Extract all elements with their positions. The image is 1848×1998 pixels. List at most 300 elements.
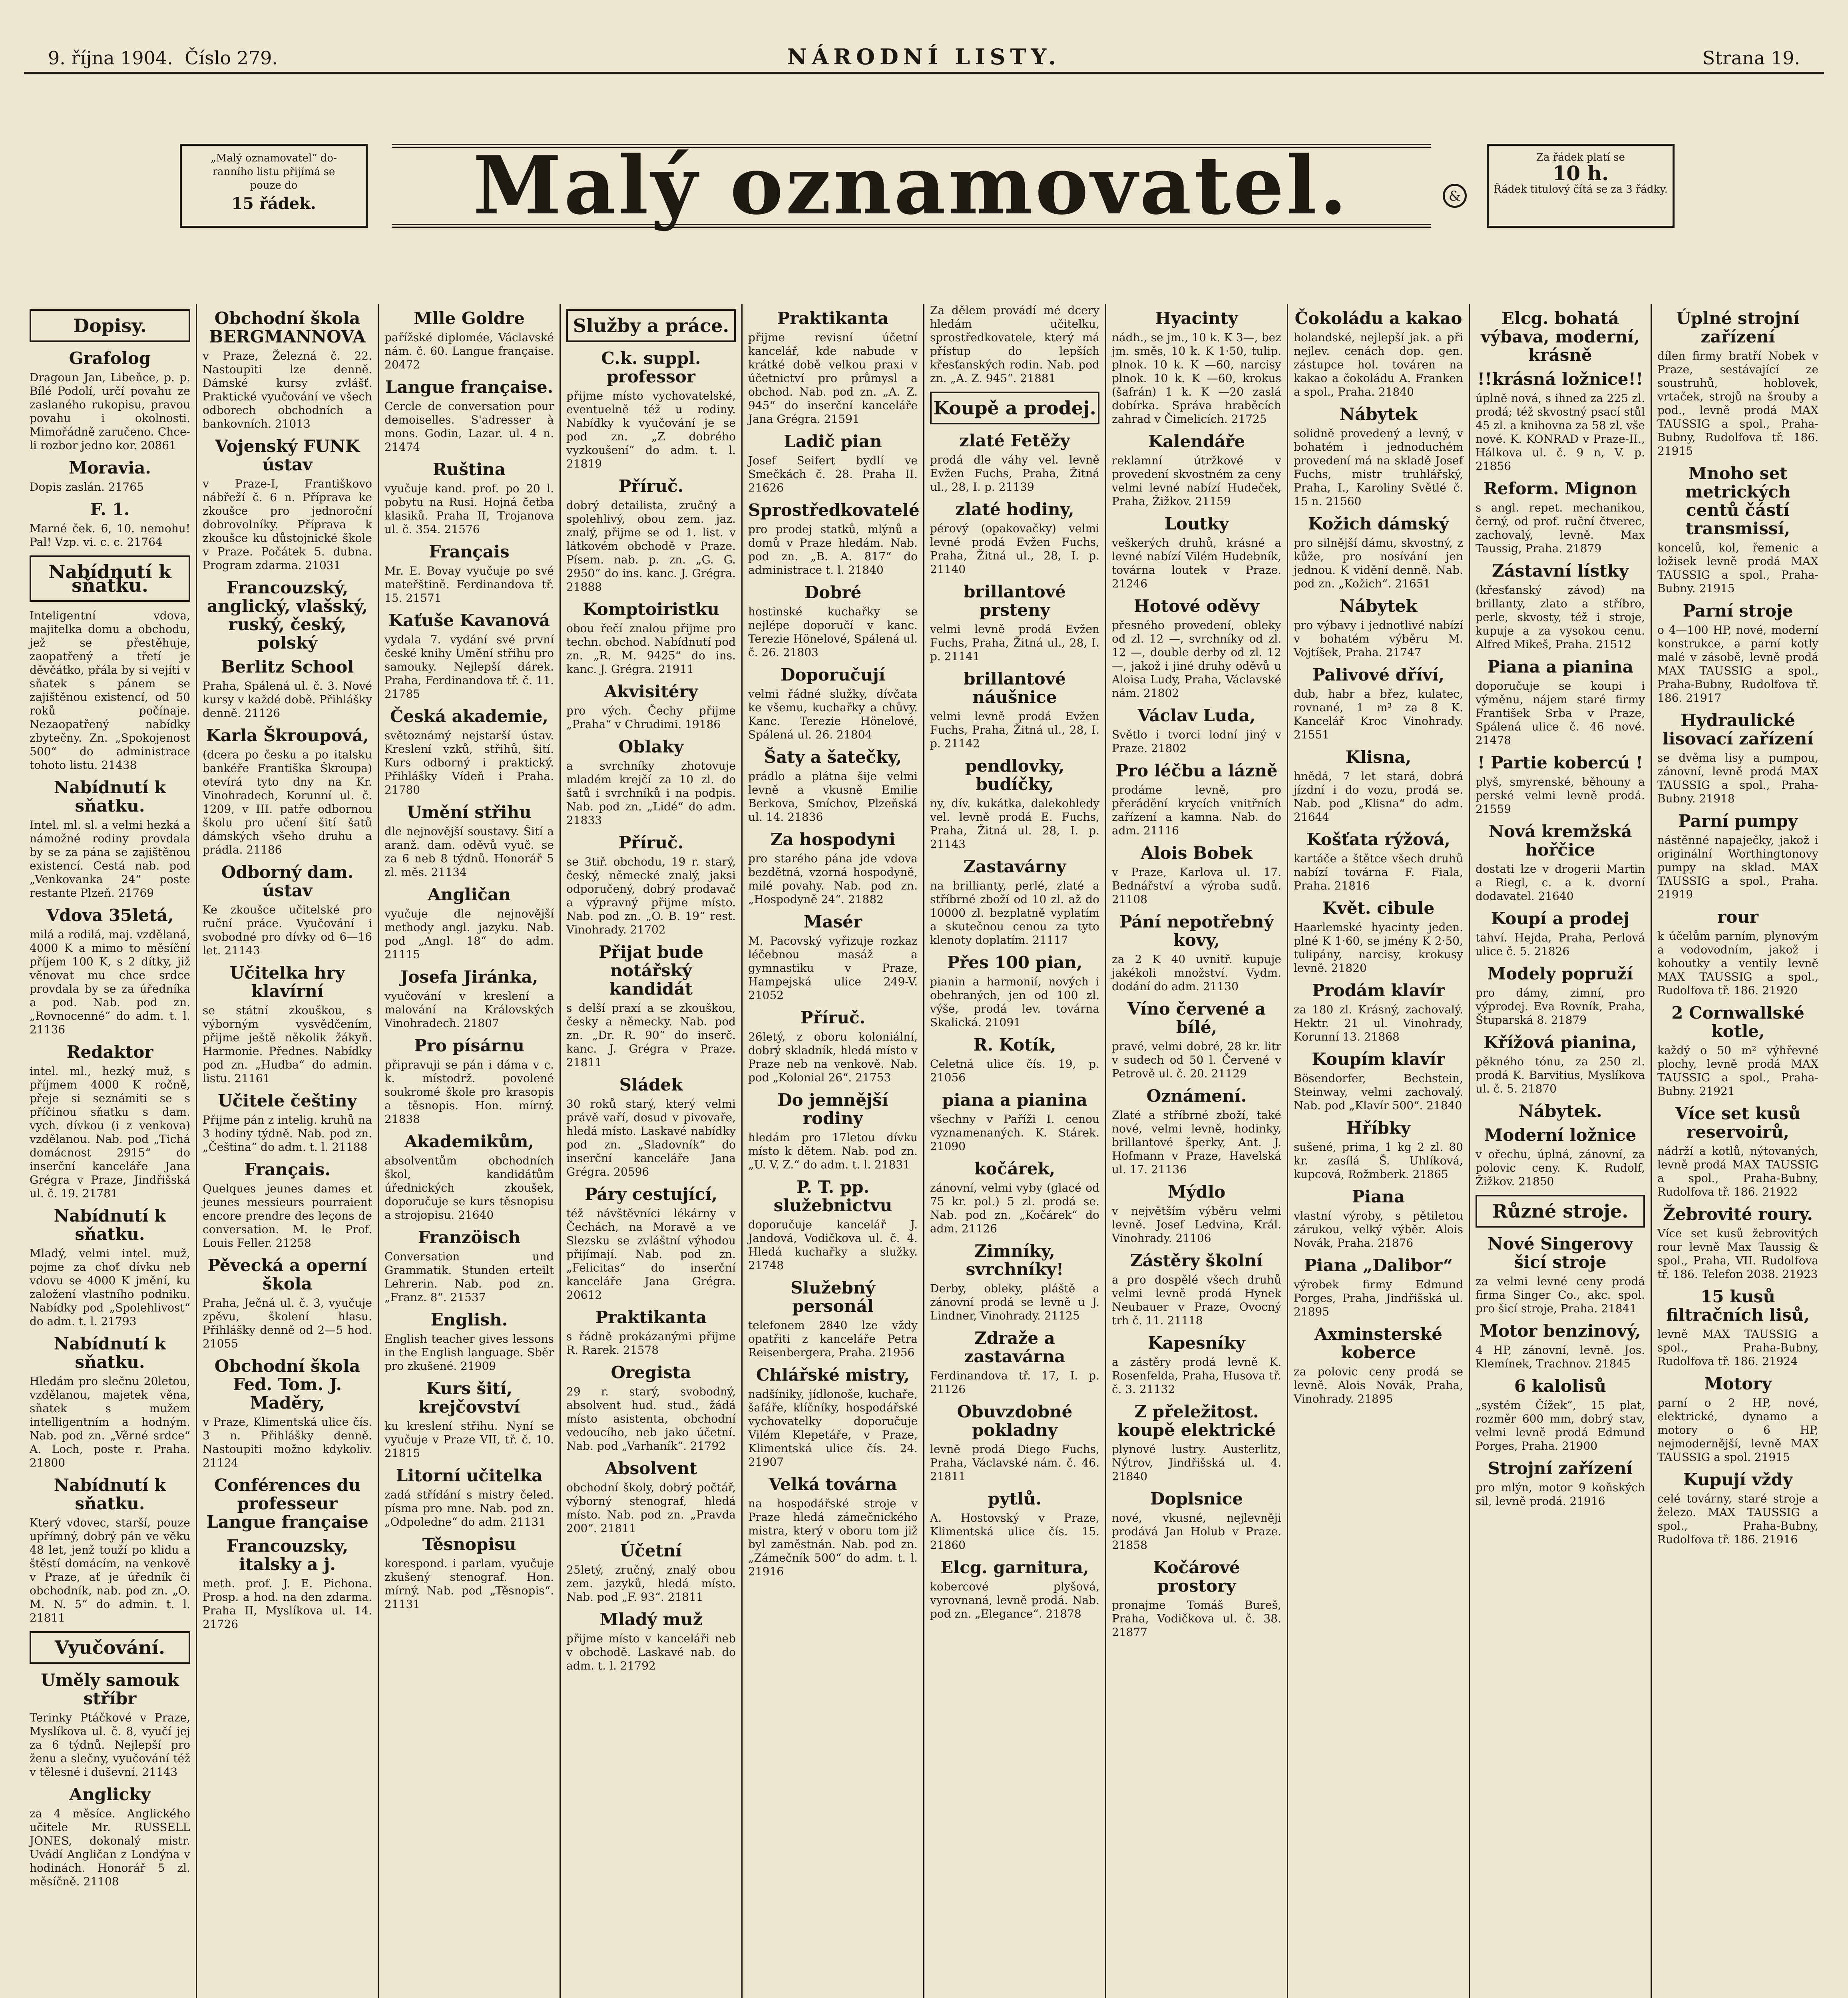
ad-heading: Hříbky <box>1346 1118 1411 1138</box>
column-3 <box>378 304 560 1998</box>
ad-body: ku kreslení střihu. Nyní se vyučuje v Praze VII, tř. č. 10. 21815 <box>384 1419 554 1460</box>
ad-body: přijme revisní účetní kancelář, kde nabude v krátké době velkou praxi v účetnictví pro průmysl a obchod. Nab. pod zn. „A. Z. 945“ do inserční kanceláře Jana Grégra. 21591 <box>748 331 918 426</box>
ad-body: s delší praxí a se zkouškou, česky a německy. Nab. pod zn. „Dr. R. 90“ do inserč. kanc. J. Grégra v Praze. 21811 <box>566 1001 736 1069</box>
ad-body: vydala 7. vydání své první české knihy Umění střihu pro samouky. Nejlepší dárek. Praha, Ferdinandova tř. č. 11. 21785 <box>384 633 554 700</box>
ad-heading: Kurs šití, krejčovství <box>418 1379 520 1417</box>
ad-body: k účelům parním, plynovým a vodovodním, jakož i kohoutky a ventily levně MAX TAUSSIG a spol., Rudolfova tř. 186. 21920 <box>1657 929 1818 997</box>
ad-body: koncelů, kol, řemenic a ložisek levně prodá MAX TAUSSIG a spol., Praha-Bubny. 21915 <box>1657 541 1818 595</box>
ad-heading: Šaty a šatečky, <box>764 747 902 767</box>
ad-body: kartáče a štětce všech druhů nabízí továrna F. Fiala, Praha. 21816 <box>1294 852 1463 892</box>
ad-body: meth. prof. J. E. Pichona. Prosp. a hod. na den zdarma. Praha II, Myslíkova ul. 14. 21726 <box>203 1577 372 1631</box>
ad-heading: Čokoládu a kakao <box>1294 308 1462 328</box>
ad-body: pro výbavy i jednotlivé nabízí v bohatém výběru M. Vojtíšek, Praha. 21747 <box>1294 619 1463 659</box>
ad-body: dub, habr a břez, kulatec, rovnané, 1 m³ za 8 K. Kancelář Kroc Vinohrady. 21551 <box>1294 687 1463 741</box>
ad-heading: Přes 100 pian, <box>947 953 1083 972</box>
ad-body: plynové lustry. Austerlitz, Nýtrov, Jindřišská ul. 4. 21840 <box>1112 1443 1281 1483</box>
ad-body: Hledám pro slečnu 20letou, vzdělanou, majetek věna, sňatek s mužem intelligentním a hodným. Nab. pod zn. „Věrné srdce“ A. Loch, poste r. Praha. 21800 <box>30 1375 190 1469</box>
ad-body: vyučování v kreslení a malování na Královských Vinohradech. 21807 <box>384 989 554 1030</box>
ad-heading: Moravia. <box>68 458 151 478</box>
ad-body: Ke zkoušce učitelské pro ruční práce. Vyučování i svobodné pro dívky od 6—16 let. 21143 <box>203 903 372 957</box>
ad-body: vyučuje dle nejnovější methody angl. jazyku. Nab. pod „Angl. 18“ do adm. 21115 <box>384 907 554 961</box>
ad-heading: Více set kusů reservoirů, <box>1675 1104 1801 1142</box>
ad-heading: Do jemnější rodiny <box>777 1090 888 1128</box>
section-heading: Nabídnutí k sňatku. <box>30 555 190 602</box>
ad-heading: Parní pumpy <box>1678 811 1798 831</box>
ad-heading: F. 1. <box>90 500 130 519</box>
ad-body: 30 roků starý, který velmi právě vaří, dosud v pivovaře, hledá místo. Laskavé nabídky pod zn. „Sladovník“ do inserční kanceláře Jana Grégra. 20596 <box>566 1097 736 1178</box>
ad-heading: Angličan <box>428 885 511 904</box>
ad-body: parní o 2 HP, nové, elektrické, dynamo a motory o 6 HP, nejmodernější, levně MAX TAUSSIG a spol. 21915 <box>1657 1396 1818 1464</box>
newspaper-name: NÁRODNÍ LISTY. <box>787 44 1061 70</box>
ad-heading: Oregista <box>611 1363 691 1382</box>
ad-heading: Anglicky <box>69 1785 151 1804</box>
ad-body: solidně provedený a levný, v bohatém i jednoduchém provedení má na skladě Josef Fuchs, mistr truhlářský, Praha, I., Karoliny Světlé č. 15 n. 21560 <box>1294 427 1463 508</box>
ad-body: 4 HP, zánovní, levně. Jos. Klemínek, Trachnov. 21845 <box>1476 1343 1645 1370</box>
column-6 <box>923 304 1105 1998</box>
ad-heading: Příruč. <box>800 1008 866 1027</box>
ad-body: za 2 K 40 uvnitř. kupuje jakékoli množství. Vydm. dodání do adm. 21130 <box>1112 953 1281 993</box>
ad-heading: Motory <box>1704 1374 1772 1393</box>
ad-heading: Alois Bobek <box>1141 843 1253 863</box>
ad-heading: Pěvecká a operní škola <box>207 1256 367 1294</box>
ad-heading: Francouzský, anglický, vlašský, ruský, český, polský <box>207 578 368 653</box>
ad-body: Quelques jeunes dames et jeunes messieurs pourraient encore prendre des leçons de conversation. M. le Prof. Louis Feller. 21258 <box>203 1182 372 1250</box>
ad-body: Terinky Ptáčkové v Praze, Myslíkova ul. č. 8, vyučí jej za 6 týdnů. Nejlepší pro ženu a slečny, vyučování též v tělesné i duševní. 21143 <box>30 1711 190 1779</box>
ad-body: dostati lze v drogerii Martin a Riegl, c. a k. dvorní dodavatel. 21640 <box>1476 862 1645 903</box>
ad-body: milá a rodilá, maj. vzdělaná, 4000 K a mimo to měsíční příjem 100 K, s 2 dítky, již věnovat mu chce srdce provdala by se za úředníka a pod. Nab. pod zn. „Rovnocenné“ do adm. t. l. 21136 <box>30 928 190 1036</box>
ad-heading: Zimníky, svrchníky! <box>966 1241 1064 1279</box>
ad-heading: Nová kremžská hořčice <box>1488 822 1632 860</box>
ad-body: Dragoun Jan, Libeňce, p. p. Bílé Podolí, určí povahu ze zaslaného rukopisu, pravou povahu i okolnosti. Mimořádně zaručeno. Chce-li rozbor jedno kor. 20861 <box>30 371 190 452</box>
ad-body: telefonem 2840 lze vždy opatřiti z kanceláře Petra Reisenbergera, Praha. 21956 <box>748 1319 918 1359</box>
ad-body: s řádně prokázanými přijme R. Rarek. 21578 <box>566 1330 736 1357</box>
ad-body: Zlaté a stříbrné zboží, také nové, velmi levně, hodinky, brillantové šperky, Ant. J. Hofmann v Praze, Havelská ul. 17. 21136 <box>1112 1108 1281 1176</box>
ad-heading: ! Partie kobercú ! <box>1477 753 1643 772</box>
ad-body: hostinské kuchařky se nejlépe doporučí v kanc. Terezie Hönelové, Spálená ul. č. 26. 21803 <box>748 605 918 659</box>
column-5 <box>741 304 923 1998</box>
masthead-left-line: pouze do <box>250 179 298 191</box>
ad-body: pro silnější dámu, skvostný, z kůže, pro nosívání jen jednou. K vidění denně. Nab. pod zn. „Kožich“. 21651 <box>1294 536 1463 590</box>
ad-heading: Prodám klavír <box>1312 981 1445 1000</box>
ad-heading: Loutky <box>1164 514 1229 533</box>
ad-heading: Hyacinty <box>1155 308 1238 328</box>
ad-body: dle nejnovější soustavy. Šití a aranž. dam. oděvů vyuč. se za 6 neb 8 týdnů. Honorář 5 zl. měs. 21134 <box>384 825 554 879</box>
column-7 <box>1105 304 1287 1998</box>
ad-body: korespond. i parlam. vyučuje zkušený stenograf. Hon. mírný. Nab. pod „Těsnopis“. 21131 <box>384 1557 554 1611</box>
ad-heading: pytlů. <box>988 1489 1042 1508</box>
ad-body: Haarlemské hyacinty jeden. plné K 1·60, se jmény K 2·50, tulipány, narcisy, krokusy levně. 21820 <box>1294 921 1463 975</box>
ad-body: Za dělem provádí mé dcery hledám učitelku, sprostředkovatele, který má přístup do lepších křesťanských rodin. Nab. pod zn. „A. Z. 945“. 21881 <box>930 304 1099 385</box>
ad-heading: Obuvzdobné pokladny <box>957 1402 1073 1440</box>
ad-body: pro starého pána jde vdova bezdětná, vzorná hospodyně, milé povahy. Nab. pod zn. „Hospodyně 24“. 21882 <box>748 852 918 906</box>
ad-body: všechny v Paříži I. cenou vyznamenaných. K. Stárek. 21090 <box>930 1112 1099 1153</box>
ad-heading: Doplsnice <box>1150 1489 1243 1508</box>
ad-body: za 4 měsíce. Anglického učitele Mr. RUSSELL JONES, dokonalý mistr. Uvádí Angličan z Londýna v hodinách. Honorář 5 zl. měsíčně. 21108 <box>30 1807 190 1888</box>
ad-heading: Příruč. <box>618 833 684 852</box>
ad-heading: brillantové prsteny <box>964 582 1066 620</box>
ad-body: nádrží a kotlů, nýtovaných, levně prodá MAX TAUSSIG a spol., Praha-Bubny, Rudolfova tř. 186. 21922 <box>1657 1144 1818 1198</box>
ad-heading: Víno červené a bílé, <box>1127 999 1266 1037</box>
ad-heading: Klisna, <box>1345 747 1412 767</box>
ad-heading: Piana „Dalibor“ <box>1304 1256 1453 1275</box>
newspaper-page <box>24 16 1824 1998</box>
ad-heading: Oblaky <box>618 737 684 756</box>
ad-body: úplně nová, s ihned za 225 zl. prodá; též skvostný psací stůl 45 zl. a knihovna za 58 zl. vše nové. K. KONRAD v Praze-II., Hálkova ul. č. 9 n, V. p. 21856 <box>1476 392 1645 473</box>
ad-body: a svrchníky zhotovuje mladém krejčí za 10 zl. do šatů i svrchníků i na podpis. Nab. pod zn. „Lidé“ do adm. 21833 <box>566 759 736 827</box>
ad-body: English teacher gives lessons in the English language. Sběr pro zkušené. 21909 <box>384 1332 554 1373</box>
ad-body: nové, vkusné, nejlevněji prodává Jan Holub v Praze. 21858 <box>1112 1511 1281 1552</box>
ad-body: nádh., se jm., 10 k. K 3—, bez jm. směs, 10 k. K 1·50, tulip. plnok. 10 k. K —60, narcisy plnok. 10 k. K —60, krokus (šafrán) 1 k. K —20 zaslá dobírka. Správa hraběcích zahrad v Čimelicích. 21725 <box>1112 331 1281 426</box>
ad-heading: Pro léčbu a lázně <box>1115 761 1278 780</box>
ad-body: M. Pacovský vyřizuje rozkaz léčebnou masáž a gymnastiku v Praze, Hampejská ulice 249-V. 21052 <box>748 934 918 1002</box>
ad-body: ny, dív. kukátka, dalekohledy vel. levně prodá E. Fuchs, Praha, Žitná ul. 28, I. p. 21143 <box>930 797 1099 851</box>
ad-body: pro mlýn, motor 9 koňských sil, levně prodá. 21916 <box>1476 1481 1645 1508</box>
section-heading: Vyučování. <box>30 1631 190 1664</box>
ad-body: Intel. ml. sl. a velmi hezká a námožné rodiny provdala by se za pána se zajištěnou existencí. Cestá nab. pod „Venkovanka 24“ poste restante Plzeň. 21769 <box>30 818 190 899</box>
ad-heading: Obchodní škola BERGMANNOVA <box>209 308 366 346</box>
ad-body: nadšíniky, jídlonoše, kuchaře, šafáře, klíčníky, hospodářské vychovatelky doporučuje Vilém Klepetáře, v Praze, Klimentská ulice čís. 24. 21907 <box>748 1387 918 1469</box>
ad-heading: Umění střihu <box>407 802 532 822</box>
ad-body: (křesťanský závod) na brillanty, zlato a stříbro, perle, skvosty, též i stroje, kupuje a za vysokou cenu. Alfred Mikeš, Praha. 21512 <box>1476 583 1645 651</box>
classified-columns <box>24 304 1824 1998</box>
ad-heading: Zastavárny <box>963 857 1066 876</box>
ad-heading: Květ. cibule <box>1322 898 1435 918</box>
ad-heading: Účetní <box>620 1541 682 1560</box>
ad-heading: Palivové dříví, <box>1312 665 1445 685</box>
ad-body: dílen firmy bratří Nobek v Praze, sestávající ze soustruhů, hoblovek, vrtaček, strojů na šrouby a pod., levně prodá MAX TAUSSIG a spol., Praha-Bubny, Rudolfova tř. 186. 21915 <box>1657 349 1818 458</box>
masthead-price-note: Řádek titulový čítá se za 3 řádky. <box>1494 183 1668 195</box>
ad-heading: Nabídnutí k sňatku. <box>54 1475 166 1513</box>
ad-heading: brillantové náušnice <box>964 669 1066 707</box>
ad-body: doporučuje se koupi i výměnu, nájem staré firmy František Srba v Praze, Spálená ulice č. 46 nové. 21478 <box>1476 679 1645 747</box>
ad-body: pařížské diplomée, Václavské nám. č. 60. Langue française. 20472 <box>384 331 554 371</box>
ad-body: plyš, smyrenské, běhouny a perské velmi levně prodá. 21559 <box>1476 775 1645 816</box>
ad-heading: Mladý muž <box>599 1610 703 1629</box>
ad-body: 25letý, zručný, znalý obou zem. jazyků, hledá místo. Nab. pod „F. 93“. 21811 <box>566 1563 736 1604</box>
ad-body: s angl. repet. mechanikou, černý, od prof. ruční čtverec, zachovalý, levně. Max Taussig, Praha. 21879 <box>1476 501 1645 555</box>
ad-body: veškerých druhů, krásné a levné nabízí Vilém Hudebník, továrna loutek v Praze. 21246 <box>1112 536 1281 590</box>
ad-heading: Doporučují <box>781 665 885 685</box>
ad-heading: Akademikům, <box>404 1132 534 1151</box>
ad-body: Mr. E. Bovay vyučuje po své mateřštině. Ferdinandova tř. 15. 21571 <box>384 564 554 605</box>
ad-body: Dopis zaslán. 21765 <box>30 480 144 494</box>
ad-heading: Redaktor <box>66 1042 153 1062</box>
ad-heading: 2 Cornwallské kotle, <box>1671 1003 1804 1041</box>
ad-heading: Reform. Mignon <box>1483 479 1637 498</box>
ad-heading: Nabídnutí k sňatku. <box>54 1206 166 1244</box>
ad-heading: 15 kusů filtračních lisů, <box>1666 1287 1810 1325</box>
ad-body: 29 r. starý, svobodný, absolvent hud. stud., žádá místo asistenta, obchodní vedoucího, neb jako účetní. Nab. pod „Varhaník“. 21792 <box>566 1385 736 1453</box>
ad-body: za polovic ceny prodá se levně. Alois Novák, Praha, Vinohrady. 21895 <box>1294 1365 1463 1405</box>
ad-body: Derby, obleky, pláště a zánovní prodá se levně u J. Lindner, Vinohrady. 21125 <box>930 1282 1099 1322</box>
ad-body: přesného provedení, obleky od zl. 12 —, svrchníky od zl. 12 —, double derby od zl. 12 —, jakož i jiné druhy oděvů u Aloisa Ludy, Praha, Václavské nám. 21802 <box>1112 619 1281 700</box>
ad-heading: Učitele češtiny <box>218 1091 357 1110</box>
ad-body: v Praze, Karlova ul. 17. Bednářství a výroba sudů. 21108 <box>1112 866 1281 906</box>
ad-body: vlastní výroby, s pětiletou zárukou, velký výběr. Alois Novák, Praha. 21876 <box>1294 1209 1463 1250</box>
ad-body: Více set kusů žebrovitých rour levně Max Taussig & spol., Praha, VII. Rudolfova tř. 186. Telefon 2038. 21923 <box>1657 1227 1818 1281</box>
ad-body: světoznámý nejstarší ústav. Kreslení vzků, střihů, šití. Kurs odborný i praktický. Přihlášky Vídeň i Praha. 21780 <box>384 729 554 796</box>
ad-body: Praha, Spálená ul. č. 3. Nové kursy v každé době. Přihlášky denně. 21126 <box>203 679 372 720</box>
ad-body: pro vých. Čechy přijme „Praha“ v Chrudimi. 19186 <box>566 704 736 731</box>
ad-body: se 3tiř. obchodu, 19 r. starý, český, německé znalý, jaksi odporučený, dobrý prodavač a výpravný přijme místo. Nab. pod zn. „O. B. 19“ rest. Vinohrady. 21702 <box>566 855 736 936</box>
ad-body: velmi levně prodá Evžen Fuchs, Praha, Žitná ul., 28, I. p. 21142 <box>930 710 1099 750</box>
ad-heading: Hotové oděvy <box>1134 596 1259 616</box>
ad-body: na brillianty, perlé, zlaté a stříbrné zboží od 10 zl. až do 10000 zl. bezplatně vyplatím a skutečnou cenou za tyto klenoty doplatím. 21117 <box>930 879 1099 947</box>
column-9 <box>1469 304 1651 1998</box>
section-heading: Koupě a prodej. <box>930 392 1099 424</box>
ad-body: nástěnné napaječky, jakož i originální Worthingtonovy pumpy na sklad. MAX TAUSSIG a spol., Praha. 21919 <box>1657 834 1818 901</box>
masthead-left-line: ranního listu přijímá se <box>212 166 335 178</box>
ad-heading: Mlle Goldre <box>414 308 525 328</box>
ad-heading: Praktikanta <box>595 1307 707 1327</box>
ad-heading: zlaté hodiny, <box>955 500 1074 519</box>
ad-heading: Nové Singerovy šicí stroje <box>1487 1234 1633 1272</box>
ad-body: doporučuje kancelář J. Jandová, Vodičkova ul. č. 4. Hledá kuchařky a služky. 21748 <box>748 1218 918 1272</box>
ad-heading: Páry cestující, <box>584 1184 717 1204</box>
ad-heading: Ladič pian <box>784 432 882 451</box>
ad-body: 26letý, z oboru koloniální, dobrý skladník, hledá místo v Praze neb na venkově. Nab. pod „Kolonial 26“. 21753 <box>748 1030 918 1084</box>
ad-body: Světlo i tvorci lodní jiný v Praze. 21802 <box>1112 728 1281 755</box>
ad-body: obchodní školy, dobrý počtář, výborný stenograf, hledá místo. Nab. pod zn. „Pravda 200“. 21811 <box>566 1481 736 1535</box>
ad-heading: Zdraže a zastavárna <box>964 1328 1065 1366</box>
ad-heading: Nabídnutí k sňatku. <box>54 1334 166 1372</box>
ad-heading: Nábytek <box>1339 404 1418 424</box>
ad-heading: Vdova 35letá, <box>46 905 174 925</box>
issue-date: 9. října 1904. Číslo 279. <box>48 47 278 69</box>
ad-body: pro dámy, zimní, pro výprodej. Eva Rovník, Praha, Štuparská 8. 21879 <box>1476 986 1645 1027</box>
ad-heading: Pro písárnu <box>414 1036 524 1055</box>
ad-heading: Služebný personál <box>791 1278 875 1316</box>
ad-body: Marné ček. 6, 10. nemohu! Pal! Vzp. vi. c. c. 21764 <box>30 522 190 549</box>
ad-body: připravuji se pán i dáma v c. k. místodrž. povolené soukromé škole pro krasopis a těsnopis. Hon. mírný. 21838 <box>384 1058 554 1126</box>
ad-heading: rour <box>1717 907 1758 927</box>
ad-body: prodáme levně, pro přerádění krycích vnitřních zařízení a kamna. Nab. do adm. 21116 <box>1112 783 1281 837</box>
masthead-price-label: Za řádek platí se <box>1536 151 1625 163</box>
ad-body: Přijme pán z intelig. kruhů na 3 hodiny týdně. Nab. pod zn. „Čeština“ do adm. t. l. 21188 <box>203 1113 372 1154</box>
ad-heading: Odborný dam. ústav <box>221 862 354 900</box>
ad-body: přijme místo v kanceláři neb v obchodě. Laskavé nab. do adm. t. l. 21792 <box>566 1632 736 1672</box>
ad-heading: Kožich dámský <box>1308 514 1449 533</box>
ad-heading: Obchodní škola Fed. Tom. J. Maděry, <box>214 1356 360 1413</box>
ad-heading: Dobré <box>804 583 862 602</box>
ad-heading: Strojní zařízení <box>1488 1459 1633 1478</box>
ad-heading: Masér <box>803 912 862 931</box>
ad-body: levně MAX TAUSSIG a spol., Praha-Bubny, Rudolfova tř. 186. 21924 <box>1657 1327 1818 1368</box>
ad-heading: Košťata rýžová, <box>1306 830 1450 849</box>
ad-heading: Za hospodyni <box>770 830 896 849</box>
ad-body: pronajme Tomáš Bureš, Praha, Vodičkova ul. č. 38. 21877 <box>1112 1598 1281 1639</box>
ad-heading: Kaťuše Kavanová <box>388 611 550 630</box>
ad-body: Josef Seifert bydlí ve Smečkách č. 28. Praha II. 21626 <box>748 454 918 494</box>
ad-heading: Křížová pianina, <box>1483 1033 1637 1052</box>
masthead-left-box <box>180 144 368 228</box>
ad-body: intel. ml., hezký muž, s příjmem 4000 K ročně, přeje si seznámiti se s příčinou sňatku s dam. vych. dívkou (i z venkova) vzdělanou. Nab. pod „Tichá domácnost 2915“ do inserční kanceláře Jana Grégra v Praze, Jindřišská ul. č. 19. 21781 <box>30 1065 190 1200</box>
ad-heading: Nabídnutí k sňatku. <box>54 778 166 816</box>
ad-heading: Elcg. garnitura, <box>940 1558 1089 1577</box>
ad-body: Celetná ulice čís. 19, p. 21056 <box>930 1057 1099 1084</box>
ad-heading: Zástěry školní <box>1130 1251 1263 1270</box>
masthead-left-line: „Malý oznamovatel“ do- <box>211 152 337 164</box>
column-8 <box>1287 304 1469 1998</box>
ad-body: za velmi levné ceny prodá firma Singer Co., akc. spol. pro šicí stroje, Praha. 21841 <box>1476 1275 1645 1315</box>
ad-heading: Vojenský FUNK ústav <box>215 436 360 474</box>
ad-heading: zlaté Fetěžy <box>959 431 1070 450</box>
ad-body: v Praze-I, Františkovo nábřeží č. 6 n. Příprava ke zkoušce pro jednoroční dobrovolníky. Příprava k zkoušce ku důstojnické škole v Praze. Počátek 5. dubna. Program zdarma. 21031 <box>203 477 372 572</box>
section-heading: Dopisy. <box>30 309 190 342</box>
ad-body: holandské, nejlepší jak. a při nejlev. cenách dop. gen. zástupce hol. továren na kakao a čokoládu A. Franken a spol., Praha. 21840 <box>1294 331 1463 398</box>
page-number: Strana 19. <box>1702 47 1800 69</box>
ad-heading: Conférences du professeur Langue française <box>206 1475 368 1532</box>
masthead-price: 10 h. <box>1552 161 1609 185</box>
ad-body: Cercle de conversation pour demoiselles. S'adresser à mons. Godin, Lazar. ul. 4 n. 21474 <box>384 400 554 454</box>
masthead-right-box <box>1487 144 1675 228</box>
ad-body: zánovní, velmi vyby (glacé od 75 kr. pol.) 5 zl. prodá se. Nab. pod zn. „Kočárek“ do adm. 21126 <box>930 1181 1099 1235</box>
ad-body: v ořechu, úplná, zánovní, za polovic ceny. K. Rudolf, Žižkov. 21850 <box>1476 1148 1645 1188</box>
ad-heading: Příruč. <box>618 476 684 496</box>
ad-body: dobrý detailista, zručný a spolehlivý, obou zem. jaz. znalý, přijme se od 1. list. v látkovém obchodě v Praze. Písem. nab. p. zn. „G. G. 2950“ do ins. kanc. J. Grégra. 21888 <box>566 499 736 593</box>
ad-body: velmi levně prodá Evžen Fuchs, Praha, Žitná ul., 28, I. p. 21141 <box>930 623 1099 663</box>
ad-heading: kočárek, <box>974 1159 1055 1178</box>
ad-body: a pro dospělé všech druhů velmi levně prodá Hynek Neubauer v Praze, Ovocný trh č. 11. 21118 <box>1112 1273 1281 1327</box>
ad-heading: piana a pianina <box>942 1090 1087 1110</box>
ad-body: vyučuje kand. prof. po 20 l. pobytu na Rusi. Hojná četba klasiků. Praha II, Trojanova ul. č. 354. 21576 <box>384 482 554 536</box>
ad-heading: Akvisitéry <box>604 682 698 701</box>
ad-body: přijme místo vychovatelské, eventuelně též u rodiny. Nabídky k vyučování je se pod zn. „Z dobrého vyzkoušení“ do adm. t. l. 21819 <box>566 389 736 470</box>
ad-heading: Nábytek. <box>1518 1101 1602 1121</box>
ad-heading: Litorní učitelka <box>396 1466 543 1485</box>
ad-heading: Berlitz School <box>221 657 354 677</box>
ad-heading: Koupí a prodej <box>1491 909 1630 928</box>
ad-heading: pendlovky, budíčky, <box>965 756 1065 794</box>
ad-body: se dvěma lisy a pumpou, zánovní, levně prodá MAX TAUSSIG a spol., Praha-Bubny. 21918 <box>1657 751 1818 805</box>
ad-heading: Modely popruží <box>1487 964 1633 983</box>
ad-heading: Velká továrna <box>769 1475 897 1494</box>
masthead-badge: & <box>1443 184 1467 208</box>
ad-heading: Franzöisch <box>418 1228 521 1247</box>
ad-body: sušené, prima, 1 kg 2 zl. 80 kr. zasílá Š. Uhlíková, kupcová, Rožmberk. 21865 <box>1294 1140 1463 1181</box>
ad-body: pérový (opakovačky) velmi levné prodá Evžen Fuchs, Praha, Žitná ul., 28, I. p. 21140 <box>930 522 1099 576</box>
ad-heading: Žebrovité roury. <box>1663 1204 1813 1224</box>
ad-heading: Josefa Jiránka, <box>400 967 538 987</box>
ad-heading: Langue française. <box>385 377 554 397</box>
column-10 <box>1651 304 1824 1998</box>
column-1 <box>24 304 196 1998</box>
ad-heading: Přijat bude notářský kandidát <box>598 942 704 999</box>
ad-heading: Sládek <box>619 1075 683 1095</box>
ad-body: prodá dle váhy vel. levně Evžen Fuchs, Praha, Žitná ul., 28, I. p. 21139 <box>930 453 1099 494</box>
ad-heading: Ruština <box>432 460 506 479</box>
ad-heading: Kupují vždy <box>1683 1470 1793 1489</box>
ad-body: Conversation und Grammatik. Stunden erteilt Lehrerin. Nab. pod zn. „Franz. 8“. 21537 <box>384 1250 554 1304</box>
ad-heading: Úplné strojní zařízení <box>1676 308 1800 346</box>
ad-heading: Z přeležitost. koupě elektrické <box>1117 1402 1276 1440</box>
ad-body: „systém Čížek“, 15 plat, rozměr 600 mm, dobrý stav, velmi levně prodá Edmund Porges, Praha. 21900 <box>1476 1399 1645 1453</box>
ad-body: též návštěvníci lékárny v Čechách, na Moravě a ve Slezsku se zvláštní výhodou přijímají. Nab. pod zn. „Felicitas“ do inserční kanceláře Jana Grégra. 20612 <box>566 1207 736 1301</box>
ad-body: se státní zkouškou, s výborným vysvědčením, přijme ještě několik žákyň. Harmonie. Přednes. Nabídky pod zn. „Hudba“ do admin. listu. 21161 <box>203 1004 372 1085</box>
ad-heading: Chlářské mistry, <box>756 1365 910 1385</box>
ad-heading: English. <box>430 1310 508 1329</box>
ad-body: Ferdinandova tř. 17, I. p. 21126 <box>930 1369 1099 1396</box>
ad-body: Mladý, velmi intel. muž, pojme za choť dívku neb vdovu se 4000 K jmění, ku založení vlastního podniku. Nabídky pod „Spolehlivost“ do adm. t. l. 21793 <box>30 1247 190 1328</box>
ad-heading: !!krásná ložnice!! <box>1477 369 1643 389</box>
ad-heading: Francouzsky, italsky a j. <box>226 1536 348 1574</box>
ad-body: tahví. Hejda, Praha, Perlová ulice č. 5. 21826 <box>1476 931 1645 958</box>
ad-heading: Nábytek <box>1339 596 1418 616</box>
ad-body: absolventům obchodních škol, kandidátům úřednických zkoušek, doporučuje se kurs těsnopisu a strojopisu. 21640 <box>384 1154 554 1222</box>
ad-body: hnědá, 7 let stará, dobrá jízdní i do vozu, prodá se. Nab. pod „Klisna“ do adm. 21644 <box>1294 770 1463 824</box>
ad-body: každý o 50 m² výhřevné plochy, levně prodá MAX TAUSSIG a spol., Praha-Bubny. 21921 <box>1657 1044 1818 1098</box>
ad-heading: Grafolog <box>69 348 151 368</box>
ad-heading: Sprostředkovatelé <box>748 500 920 520</box>
ad-body: pro prodej statků, mlýnů a domů v Praze hledám. Nab. pod zn. „B. A. 817“ do administrace t. l. 21840 <box>748 523 918 577</box>
ad-heading: Zástavní lístky <box>1492 561 1629 581</box>
ad-heading: Pání nepotřebný kovy, <box>1119 912 1274 950</box>
ad-body: Praha, Ječná ul. č. 3, vyučuje zpěvu, školení hlasu. Přihlášky denně od 2—5 hod. 21055 <box>203 1296 372 1350</box>
ad-body: v Praze, Klimentská ulice čís. 3 n. Přihlášky denně. Nastoupiti možno kdykoliv. 21124 <box>203 1415 372 1469</box>
ad-body: velmi řádné služky, dívčata ke všemu, kuchařky a chůvy. Kanc. Terezie Hönelové, Spálená ul. 26. 21804 <box>748 687 918 741</box>
ad-heading: Učitelka hry klavírní <box>229 963 345 1001</box>
ad-heading: Těsnopisu <box>422 1534 516 1554</box>
ad-body: levně prodá Diego Fuchs, Praha, Václavské nám. č. 46. 21811 <box>930 1443 1099 1483</box>
ad-heading: C.k. suppl. professor <box>601 348 701 386</box>
ad-heading: 6 kalolisů <box>1514 1376 1607 1396</box>
ad-heading: R. Kotík, <box>973 1035 1056 1055</box>
ad-body: pianin a harmonií, nových i obehraných, jen od 100 zl. výše, prodá lev. továrna Skalická. 21091 <box>930 975 1099 1029</box>
ad-body: výrobek firmy Edmund Porges, Praha, Jindřišská ul. 21895 <box>1294 1278 1463 1318</box>
column-4 <box>560 304 741 1998</box>
ad-body: celé továrny, staré stroje a železo. MAX TAUSSIG a spol., Praha-Bubny, Rudolfova tř. 186. 21916 <box>1657 1492 1818 1546</box>
ad-body: obou řečí znalou přijme pro techn. obchod. Nabídnutí pod zn. „R. M. 9425“ do ins. kanc. J. Grégra. 21911 <box>566 622 736 676</box>
ad-body: kobercové plyšová, vyrovnaná, levně prodá. Nab. pod zn. „Elegance“. 21878 <box>930 1580 1099 1620</box>
ad-heading: Hydraulické lisovací zařízení <box>1662 710 1814 748</box>
ad-heading: Absolvent <box>605 1459 697 1478</box>
ad-body: Bösendorfer, Bechstein, Steinway, velmi zachovalý. Nab. pod „Klavír 500“. 21840 <box>1294 1072 1463 1112</box>
ad-body: prádlo a plátna šije velmi levně a vkusně Emilie Berkova, Smíchov, Plzeňská ul. 14. 21836 <box>748 770 918 824</box>
ad-heading: Koupím klavír <box>1312 1049 1445 1069</box>
section-heading: Různé stroje. <box>1476 1195 1645 1228</box>
ad-heading: Français. <box>244 1160 331 1179</box>
ad-body: na hospodářské stroje v Praze hledá zámečnického mistra, který v oboru tom již byl zaměstnán. Nab. pod zn. „Zámečník 500“ do adm. t. l. 21916 <box>748 1497 918 1578</box>
masthead <box>168 136 1727 236</box>
ad-heading: Motor benzinový, <box>1480 1321 1641 1341</box>
section-heading: Služby a práce. <box>566 309 736 342</box>
ad-heading: Kalendáře <box>1148 432 1245 451</box>
ad-heading: Moderní ložnice <box>1484 1125 1637 1145</box>
ad-heading: Oznámení. <box>1146 1086 1247 1106</box>
ad-heading: Piana <box>1352 1187 1405 1206</box>
ad-body: Který vdovec, starší, pouze upřímný, dobrý pán ve věku 48 let, jenž touží po klidu a štěstí domácím, na venkově v Praze, ať je úředník či obchodník, nab. pod zn. „O. M. N. 5“ do admin. t. l. 21811 <box>30 1516 190 1624</box>
ad-heading: Kapesníky <box>1148 1333 1245 1353</box>
ad-heading: Karla Škroupová, <box>206 726 369 745</box>
ad-body: o 4—100 HP, nové, moderní konstrukce, a parní kotly malé v zásobě, levně prodá MAX TAUSSIG a spol., Praha-Bubny, Rudolfova tř. 186. 21917 <box>1657 623 1818 704</box>
ad-body: v Praze, Železná č. 22. Nastoupiti lze denně. Dámské kursy zvlášť. Praktické vyučování ve všech odborech obchodních a bankovních. 21013 <box>203 349 372 430</box>
ad-heading: Kočárové prostory <box>1153 1558 1240 1596</box>
column-2 <box>196 304 378 1998</box>
ad-body: (dcera po česku a po italsku bankéře Františka Škroupa) otevírá tyto dny na Kr. Vinohradech, Korunní ul. č. 1209, v III. patře odbornou školu pro učení šití šatů dámských všeho druhu a prádla. 21186 <box>203 748 372 856</box>
ad-body: Inteligentní vdova, majitelka domu a obchodu, jež se přestěhuje, zaopatřený a třetí je děvčátko, přála by si vejíti v sňatek s pánem se zajištěnou existencí, od 50 roků počínaje. Nezaopatřený nabídky zbytečny. Zn. „Spokojenost 500“ do administrace tohoto listu. 21438 <box>30 609 190 772</box>
ad-heading: Česká akademie, <box>390 706 549 726</box>
ad-heading: Komptoiristku <box>583 599 719 619</box>
running-head <box>24 44 1824 74</box>
ad-body: reklamní útržkové v provedení skvostném za ceny velmi levné nabízí Hudeček, Praha, Žižkov. 21159 <box>1112 454 1281 508</box>
ad-body: za 180 zl. Krásný, zachovalý. Hektr. 21 ul. Vinohrady, Korunní 13. 21868 <box>1294 1003 1463 1043</box>
ad-heading: P. T. pp. služebnictvu <box>773 1177 892 1215</box>
ad-heading: Mnoho set metrických centů částí transmissí, <box>1685 464 1791 538</box>
ad-heading: Axminsterské koberce <box>1314 1324 1442 1362</box>
ad-heading: Parní stroje <box>1683 601 1793 621</box>
ad-heading: Mýdlo <box>1167 1182 1226 1202</box>
ad-body: a zástěry prodá levně K. Rosenfelda, Praha, Husova tř. č. 3. 21132 <box>1112 1355 1281 1396</box>
